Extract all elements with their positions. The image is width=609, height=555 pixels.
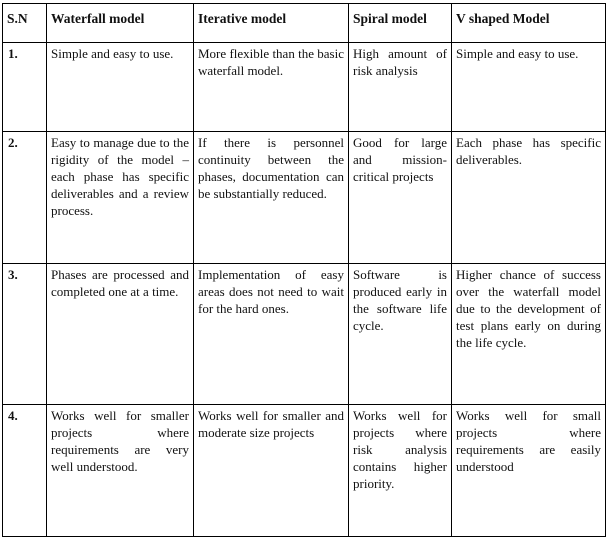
v-shaped-cell: Works well for small projects where requirements are easily understood: [452, 405, 606, 537]
iterative-cell: Works well for smaller and moderate size projects: [194, 405, 349, 537]
waterfall-cell: Phases are processed and completed one at a time.: [47, 264, 194, 405]
waterfall-cell: Easy to manage due to the rigidity of the model – each phase has specific deliverables and a review process.: [47, 132, 194, 264]
row-number: 2.: [3, 132, 47, 264]
header-waterfall-model: Waterfall model: [47, 4, 194, 43]
comparison-table: [2, 3, 606, 537]
spiral-cell: Works well for projects where risk analysis contains higher priority.: [349, 405, 452, 537]
iterative-cell: More flexible than the basic waterfall model.: [194, 43, 349, 132]
header-row: [3, 4, 606, 43]
header-sn: S.N: [3, 4, 47, 43]
v-shaped-cell: Higher chance of success over the waterfall model due to the development of test plans early on during the life cycle.: [452, 264, 606, 405]
waterfall-cell: Simple and easy to use.: [47, 43, 194, 132]
waterfall-cell: Works well for smaller projects where requirements are very well understood.: [47, 405, 194, 537]
table-row: [3, 405, 606, 537]
iterative-cell: If there is personnel continuity between the phases, documentation can be substantially reduced.: [194, 132, 349, 264]
header-v-shaped-model: V shaped Model: [452, 4, 606, 43]
iterative-cell: Implementation of easy areas does not need to wait for the hard ones.: [194, 264, 349, 405]
row-number: 1.: [3, 43, 47, 132]
header-spiral-model: Spiral model: [349, 4, 452, 43]
table-row: [3, 43, 606, 132]
table-row: [3, 264, 606, 405]
header-iterative-model: Iterative model: [194, 4, 349, 43]
v-shaped-cell: Each phase has specific deliverables.: [452, 132, 606, 264]
spiral-cell: Software is produced early in the software life cycle.: [349, 264, 452, 405]
table-row: [3, 132, 606, 264]
v-shaped-cell: Simple and easy to use.: [452, 43, 606, 132]
row-number: 3.: [3, 264, 47, 405]
spiral-cell: Good for large and mission-critical projects: [349, 132, 452, 264]
row-number: 4.: [3, 405, 47, 537]
spiral-cell: High amount of risk analysis: [349, 43, 452, 132]
